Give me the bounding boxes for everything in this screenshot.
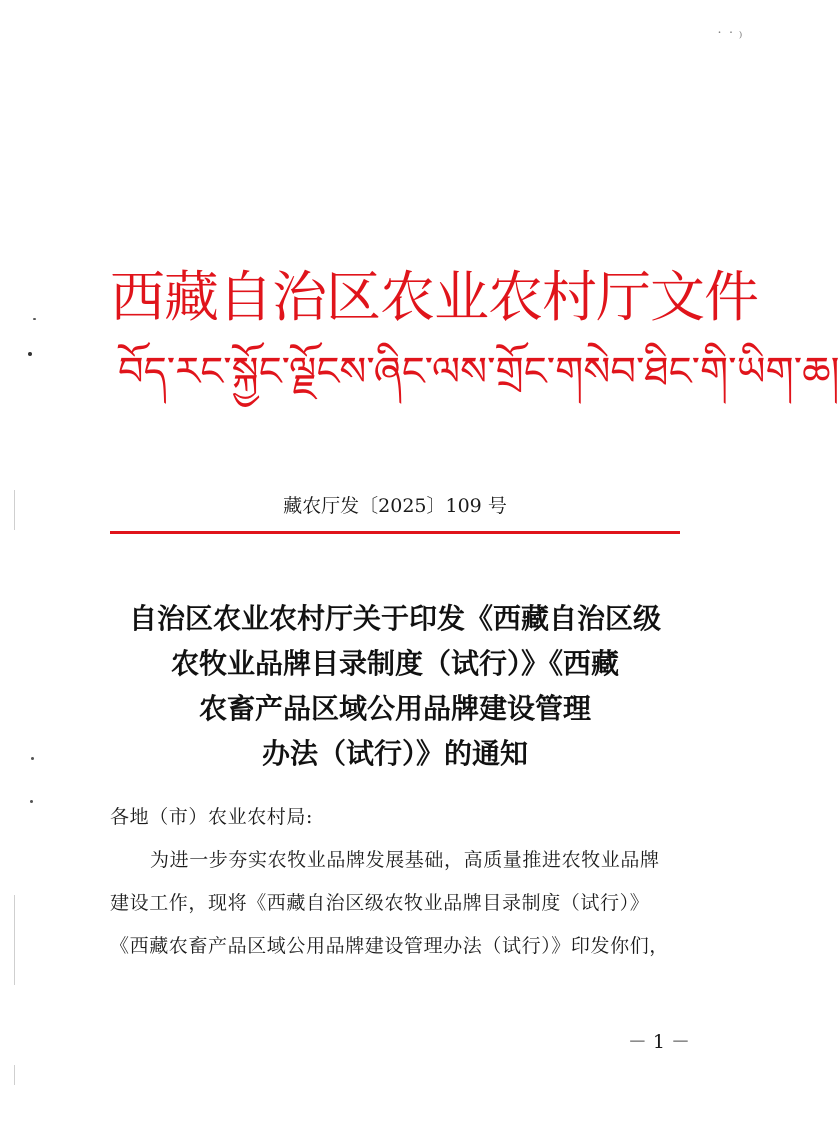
scan-corner-mark: ˙ ˙ ⁾ <box>716 30 743 46</box>
paragraph-line: 《西藏农畜产品区域公用品牌建设管理办法（试行）》印发你们， <box>110 935 669 957</box>
title-line: 办法（试行）》的通知 <box>261 737 528 770</box>
document-title <box>100 596 690 776</box>
scan-edge-line <box>14 1065 15 1085</box>
scan-speck <box>28 352 32 356</box>
document-body <box>110 796 685 968</box>
title-line: 农畜产品区域公用品牌建设管理 <box>198 692 591 725</box>
scan-edge-line <box>14 895 15 985</box>
masthead-tibetan: བོད་རང་སྐྱོང་ལྗོངས་ཞིང་ལས་གྲོང་གསེབ་ཐིང་གི་ཡིག་ཆ། <box>118 349 839 395</box>
page-number: － 1 － <box>627 1031 690 1053</box>
scan-speck <box>30 800 33 803</box>
scan-speck <box>31 757 34 760</box>
document-number: 藏农厅发〔2025〕109 号 <box>283 495 507 517</box>
addressee: 各地（市）农业农村局: <box>110 806 314 828</box>
paragraph-line: 为进一步夯实农牧业品牌发展基础，高质量推进农牧业品牌 <box>150 849 660 871</box>
paragraph-line: 建设工作，现将《西藏自治区级农牧业品牌目录制度（试行）》 <box>110 892 650 914</box>
scan-edge-line <box>14 490 15 530</box>
scan-speck <box>33 318 36 320</box>
title-line: 自治区农业农村厅关于印发《西藏自治区级 <box>128 602 661 635</box>
title-line: 农牧业品牌目录制度（试行）》《西藏 <box>170 647 619 680</box>
masthead-chinese: 西藏自治区农业农村厅文件 <box>110 265 759 329</box>
red-separator-rule <box>110 531 680 534</box>
